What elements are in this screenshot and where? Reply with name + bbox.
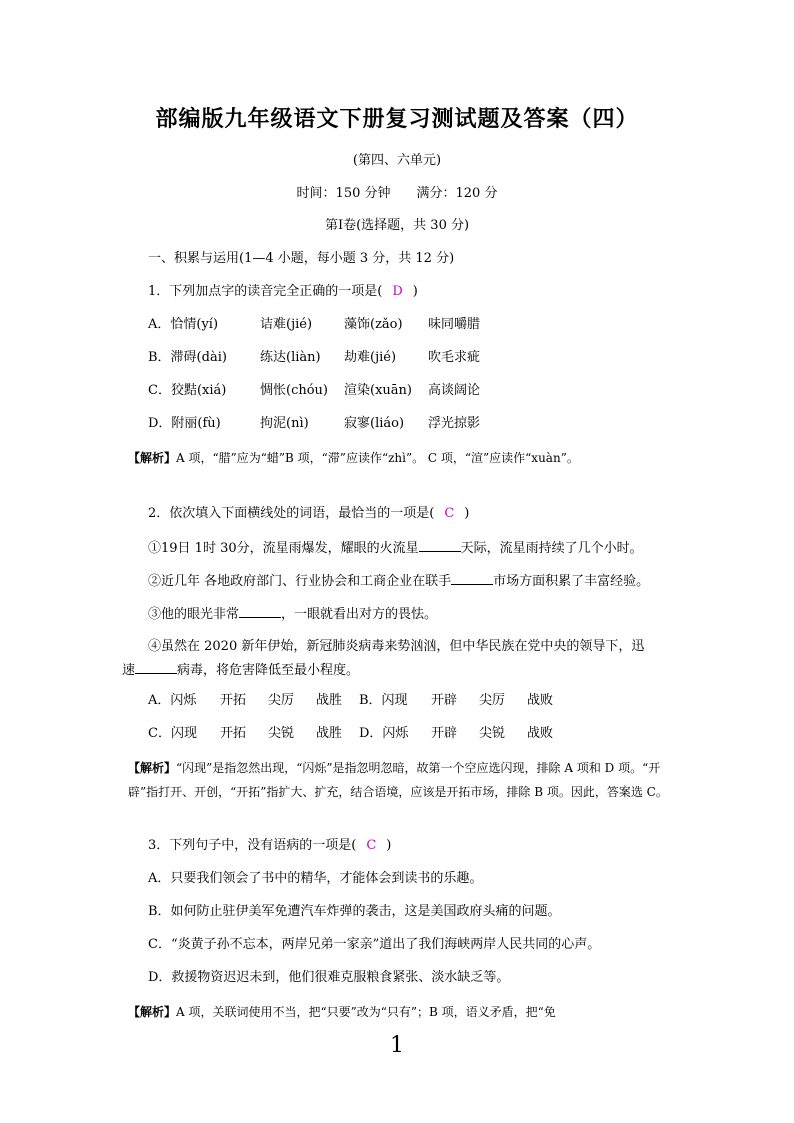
q1-option-b: B．滞碍(dài) 练达(liàn) 劫难(jié) 吹毛求疵 [148, 350, 481, 365]
question-1-stem: 1．下列加点字的读音完全正确的一项是( D ) [148, 284, 418, 299]
q1-analysis: 【解析】A 项，“腊”应为“蜡”B 项，“滞”应读作“zhì”。 C 项，“渲”应读作“xuàn”。 [128, 451, 579, 465]
q2-analysis: 【解析】“闪现”是指忽然出现，“闪烁”是指忽明忽暗，故第一个空应选闪现，排除 A 项和 D 项。“开辟”指打开、开创，“开拓”指扩大、扩充，结合语境，应该是开拓市场，排除 B 项。因此，答案选 C。 [128, 761, 668, 799]
question-2-stem: 2．依次填入下面横线处的词语，最恰当的一项是( C ) [148, 506, 470, 521]
blank-line [451, 571, 493, 585]
q1-option-a: A．恰情(yí) 诘难(jié) 藻饰(zǎo) 味同嚼腊 [148, 317, 481, 332]
blank-line [135, 660, 177, 674]
unit-subtitle: (第四、六单元) [352, 153, 442, 168]
section-heading: 一、积累与运用(1—4 小题，每小题 3 分，共 12 分) [148, 251, 455, 266]
q2-sentence-1: ①19日 1时 30分，流星雨爆发，耀眼的火流星 天际，流星雨持续了几个小时。 [148, 538, 643, 558]
blank-line [419, 538, 461, 552]
q3-option-d: D．救援物资迟迟未到，他们很难克服粮食紧张、淡水缺乏等。 [148, 970, 510, 985]
q2-options-cd: C．闪现 开拓 尖锐 战胜 D．闪烁 开辟 尖锐 战败 [148, 726, 554, 741]
question-3-stem: 3．下列句子中，没有语病的一项是( C ) [148, 838, 392, 853]
q3-option-c: C．“炎黄子孙不忘本，两岸兄弟一家亲”道出了我们海峡两岸人民共同的心声。 [148, 937, 601, 952]
volume-heading: 第Ⅰ卷(选择题，共 30 分) [324, 218, 470, 233]
time-score-line: 时间：150 分钟 满分：120 分 [296, 186, 498, 201]
answer-2: C [444, 506, 455, 521]
q2-sentence-2: ②近几年 各地政府部门、行业协会和工商企业在联手 市场方面积累了丰富经验。 [148, 571, 649, 591]
q2-sentence-4: ④虽然在 2020 新年伊始，新冠肺炎病毒来势汹汹，但中华民族在党中央的领导下，迅 [148, 639, 645, 654]
q3-analysis: 【解析】A 项，关联词使用不当，把“只要”改为“只有”；B 项，语义矛盾，把“免 [128, 1005, 556, 1019]
q3-option-a: A．只要我们领会了书中的精华，才能体会到读书的乐趣。 [148, 871, 483, 886]
page-number: 1 [390, 1033, 404, 1058]
q2-options-ab: A．闪烁 开拓 尖厉 战胜 B．闪现 开辟 尖厉 战败 [148, 693, 554, 708]
q1-option-d: D．附丽(fù) 拘泥(nì) 寂寥(liáo) 浮光掠影 [148, 416, 481, 431]
answer-3: C [366, 838, 377, 853]
answer-1: D [392, 284, 403, 299]
document-title: 部编版九年级语文下册复习测试题及答案（四） [155, 106, 639, 132]
q2-sentence-3: ③他的眼光非常 ，一眼就看出对方的畏怯。 [148, 604, 437, 624]
q3-option-b: B．如何防止驻伊美军免遭汽车炸弹的袭击，这是美国政府头痛的问题。 [148, 904, 561, 919]
q2-sentence-4-cont: 速 病毒，将危害降低至最小程度。 [122, 660, 359, 680]
q1-option-c: C．狡黠(xiá) 惆怅(chóu) 渲染(xuān) 高谈阔论 [148, 383, 481, 398]
blank-line [239, 604, 281, 618]
